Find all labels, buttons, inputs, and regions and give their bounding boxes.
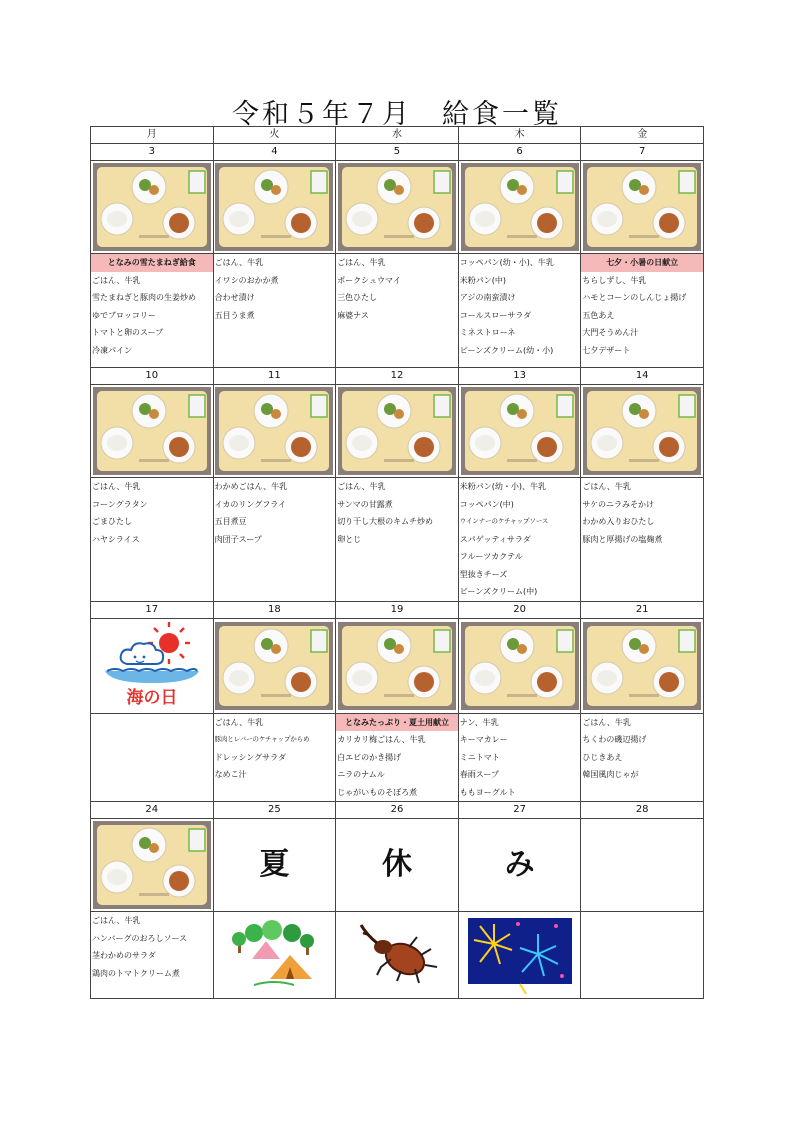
- lunch-tray-photo: [338, 163, 456, 251]
- photo-cell: [336, 161, 459, 254]
- menu-item: ゆでブロッコリー: [92, 310, 156, 320]
- lunch-tray-photo: [215, 387, 333, 475]
- menu-item: キーマカレー: [459, 735, 508, 744]
- menu-item: コッペパン(中): [459, 499, 514, 509]
- menu-cell: [91, 478, 214, 602]
- menu-item: ドレッシングサラダ: [214, 752, 287, 762]
- menu-item: ももヨーグルト: [459, 787, 516, 797]
- date-cell: 17: [91, 601, 214, 618]
- holiday-cell: [91, 618, 214, 713]
- menu-item: 韓国風肉じゃが: [582, 770, 639, 779]
- date-cell: 18: [213, 601, 336, 618]
- menu-item: トマトと卵のスープ: [92, 328, 164, 337]
- photo-cell: [213, 385, 336, 478]
- camping-cell: [213, 912, 336, 999]
- menu-item: ごはん、牛乳: [214, 717, 264, 727]
- lunch-tray-photo: [461, 387, 579, 475]
- menu-item: ミネストローネ: [459, 328, 516, 337]
- menu-item: 春雨スープ: [459, 770, 499, 779]
- menu-item: ごまひたし: [92, 517, 132, 526]
- photo-cell: [458, 161, 581, 254]
- menu-item: スパゲッティサラダ: [459, 534, 531, 544]
- menu-item: 豚肉と厚揚げの塩麹煮: [582, 534, 663, 544]
- menu-cell: [213, 713, 336, 802]
- menu-cell: [336, 478, 459, 602]
- menu-row-week3: [91, 713, 704, 802]
- date-cell: 12: [336, 368, 459, 385]
- empty-cell: [581, 912, 704, 999]
- lunch-tray-photo: [338, 387, 456, 475]
- vacation-char: み: [504, 847, 535, 882]
- menu-item: 豚肉とレバーのケチャップからめ: [214, 735, 310, 743]
- sun-icon: [159, 633, 179, 653]
- menu-cell: [213, 478, 336, 602]
- menu-cell: [336, 713, 459, 802]
- menu-cell: [458, 478, 581, 602]
- menu-item: ナン、牛乳: [459, 717, 499, 727]
- date-cell: 25: [213, 802, 336, 819]
- lunch-tray-photo: [461, 622, 579, 710]
- photo-row-week4: [91, 819, 704, 912]
- photo-cell: [581, 161, 704, 254]
- menu-item: ビーンズクリーム(中): [459, 587, 538, 596]
- lunch-tray-photo: [583, 622, 701, 710]
- date-cell: 11: [213, 368, 336, 385]
- weekday-wed: 水: [336, 127, 459, 144]
- menu-item: ハヤシライス: [92, 534, 140, 544]
- vacation-cell: [213, 819, 336, 912]
- fireworks-cell: [458, 912, 581, 999]
- weekday-header-row: [91, 127, 704, 144]
- vacation-char: 夏: [259, 847, 290, 882]
- menu-item: ごはん、牛乳: [582, 482, 631, 491]
- menu-item: 大門そうめん汁: [582, 328, 639, 337]
- vacation-char: 休: [381, 847, 412, 882]
- menu-item: コーングラタン: [92, 499, 148, 509]
- menu-item: ハモとコーンのしんじょ揚げ: [582, 293, 687, 302]
- special-menu-label: となみの雪たまねぎ給食: [91, 254, 213, 272]
- cloud-icon: [120, 643, 163, 664]
- menu-item: 雪たまねぎと豚肉の生姜炒め: [92, 293, 196, 302]
- photo-cell: [91, 385, 214, 478]
- lunch-tray-photo: [93, 821, 211, 909]
- date-cell: 20: [458, 601, 581, 618]
- menu-item: 卵とじ: [337, 534, 362, 544]
- date-cell: 6: [458, 144, 581, 161]
- menu-cell: [458, 713, 581, 802]
- menu-item: じゃがいものそぼろ煮: [337, 787, 418, 797]
- lunch-tray-photo: [338, 622, 456, 710]
- menu-row-week2: [91, 478, 704, 602]
- camping-tent-icon: [224, 919, 324, 989]
- menu-item: 米粉パン(中): [459, 275, 507, 285]
- menu-item: 茎わかめのサラダ: [92, 951, 156, 960]
- page-title: 令和５年７月 給食一覧: [232, 99, 562, 130]
- menu-item: なめこ汁: [214, 770, 247, 779]
- holiday-label: 海の日: [126, 687, 178, 708]
- lunch-tray-photo: [215, 622, 333, 710]
- menu-item: ごはん、牛乳: [214, 258, 264, 267]
- photo-row-week3: [91, 618, 704, 713]
- date-cell: 27: [458, 802, 581, 819]
- photo-cell: [91, 819, 214, 912]
- menu-cell: [581, 478, 704, 602]
- menu-item: イワシのおかか煮: [214, 275, 279, 285]
- photo-cell: [581, 618, 704, 713]
- menu-cell: [213, 254, 336, 368]
- date-row-week4: [91, 802, 704, 819]
- menu-cell: [336, 254, 459, 368]
- menu-item: ビーンズクリーム(幼・小): [459, 345, 554, 355]
- menu-item: 三色ひたし: [337, 293, 378, 302]
- menu-cell: [581, 713, 704, 802]
- menu-item: ミニトマト: [459, 752, 500, 762]
- menu-item: ごはん、牛乳: [337, 482, 386, 491]
- lunch-tray-photo: [93, 387, 211, 475]
- lunch-tray-photo: [583, 163, 701, 251]
- menu-item: ごはん、牛乳: [92, 482, 141, 491]
- date-cell: 5: [336, 144, 459, 161]
- menu-item: 五目煮豆: [214, 517, 247, 526]
- marine-day-illustration: [97, 619, 207, 709]
- menu-item: サンマの甘露煮: [337, 499, 393, 509]
- beetle-icon: [347, 919, 447, 989]
- menu-item: 切り干し大根のキムチ炒め: [337, 517, 433, 526]
- photo-cell: [91, 161, 214, 254]
- beetle-cell: [336, 912, 459, 999]
- photo-cell: [336, 618, 459, 713]
- menu-item: 冷凍パイン: [92, 345, 132, 355]
- empty-cell: [581, 819, 704, 912]
- vacation-cell: [458, 819, 581, 912]
- menu-item: 麻婆ナス: [337, 310, 369, 320]
- menu-item: 鶏肉のトマトクリーム煮: [92, 968, 180, 978]
- menu-item: ハンバーグのおろしソース: [92, 933, 188, 943]
- date-cell: 7: [581, 144, 704, 161]
- weekday-fri: 金: [581, 127, 704, 144]
- menu-cell: [91, 713, 214, 802]
- date-row-week1: [91, 144, 704, 161]
- photo-cell: [458, 618, 581, 713]
- photo-cell: [581, 385, 704, 478]
- menu-row-week1: [91, 254, 704, 368]
- date-cell: 13: [458, 368, 581, 385]
- special-menu-label: となみたっぷり・夏土用献立: [336, 714, 458, 732]
- lunch-tray-photo: [461, 163, 579, 251]
- photo-cell: [213, 161, 336, 254]
- menu-item: ポークシュウマイ: [337, 275, 401, 285]
- sea-icon: [105, 671, 199, 683]
- photo-row-week2: [91, 385, 704, 478]
- lunch-tray-photo: [215, 163, 333, 251]
- date-cell: 19: [336, 601, 459, 618]
- menu-item: ウインナーのケチャップソース: [459, 517, 549, 525]
- vacation-cell: [336, 819, 459, 912]
- date-cell: 28: [581, 802, 704, 819]
- menu-item: 五目うま煮: [214, 310, 255, 320]
- menu-item: カリカリ梅ごはん、牛乳: [337, 735, 426, 744]
- menu-calendar: [90, 126, 704, 999]
- special-menu-label: 七夕・小暑の日献立: [581, 254, 703, 272]
- menu-item: 肉団子スープ: [214, 534, 262, 544]
- menu-cell: [581, 254, 704, 368]
- lunch-tray-photo: [583, 387, 701, 475]
- menu-cell: [91, 254, 214, 368]
- menu-item: コールスローサラダ: [459, 310, 532, 320]
- menu-item: アジの南蛮漬け: [459, 293, 516, 302]
- date-row-week2: [91, 368, 704, 385]
- menu-item: ごはん、牛乳: [92, 916, 141, 925]
- menu-item: サケのニラみそかけ: [582, 499, 655, 509]
- date-cell: 24: [91, 802, 214, 819]
- menu-item: ごはん、牛乳: [582, 717, 631, 727]
- photo-cell: [458, 385, 581, 478]
- date-cell: 4: [213, 144, 336, 161]
- date-row-week3: [91, 601, 704, 618]
- date-cell: 14: [581, 368, 704, 385]
- menu-cell: [458, 254, 581, 368]
- menu-item: ちらしずし、牛乳: [582, 275, 647, 285]
- menu-item: わかめ入りおひたし: [582, 517, 655, 526]
- menu-item: ちくわの磯辺揚げ: [582, 735, 647, 744]
- menu-row-week4: [91, 912, 704, 999]
- date-cell: 10: [91, 368, 214, 385]
- weekday-tue: 火: [213, 127, 336, 144]
- date-cell: 21: [581, 601, 704, 618]
- photo-cell: [213, 618, 336, 713]
- menu-item: フルーツカクテル: [459, 552, 523, 561]
- fireworks-icon: [464, 914, 576, 994]
- menu-item: 五色あえ: [582, 310, 615, 320]
- menu-item: イカのリングフライ: [214, 499, 286, 509]
- menu-item: ごはん、牛乳: [337, 258, 386, 267]
- menu-item: わかめごはん、牛乳: [214, 482, 288, 491]
- weekday-thu: 木: [458, 127, 581, 144]
- photo-row-week1: [91, 161, 704, 254]
- menu-item: 七夕デザート: [582, 345, 631, 355]
- menu-item: 合わせ漬け: [214, 293, 255, 302]
- menu-item: ニラのナムル: [337, 770, 385, 779]
- menu-item: 白エビのかき揚げ: [337, 752, 402, 762]
- menu-item: コッペパン(幼・小)、牛乳: [459, 258, 554, 267]
- menu-cell: [91, 912, 214, 999]
- menu-item: 米粉パン(幼・小)、牛乳: [459, 482, 547, 491]
- menu-item: ひじきあえ: [582, 752, 623, 762]
- date-cell: 3: [91, 144, 214, 161]
- date-cell: 26: [336, 802, 459, 819]
- menu-item: 型抜きチーズ: [459, 569, 508, 579]
- photo-cell: [336, 385, 459, 478]
- lunch-tray-photo: [93, 163, 211, 251]
- menu-item: ごはん、牛乳: [92, 275, 141, 285]
- weekday-mon: 月: [91, 127, 214, 144]
